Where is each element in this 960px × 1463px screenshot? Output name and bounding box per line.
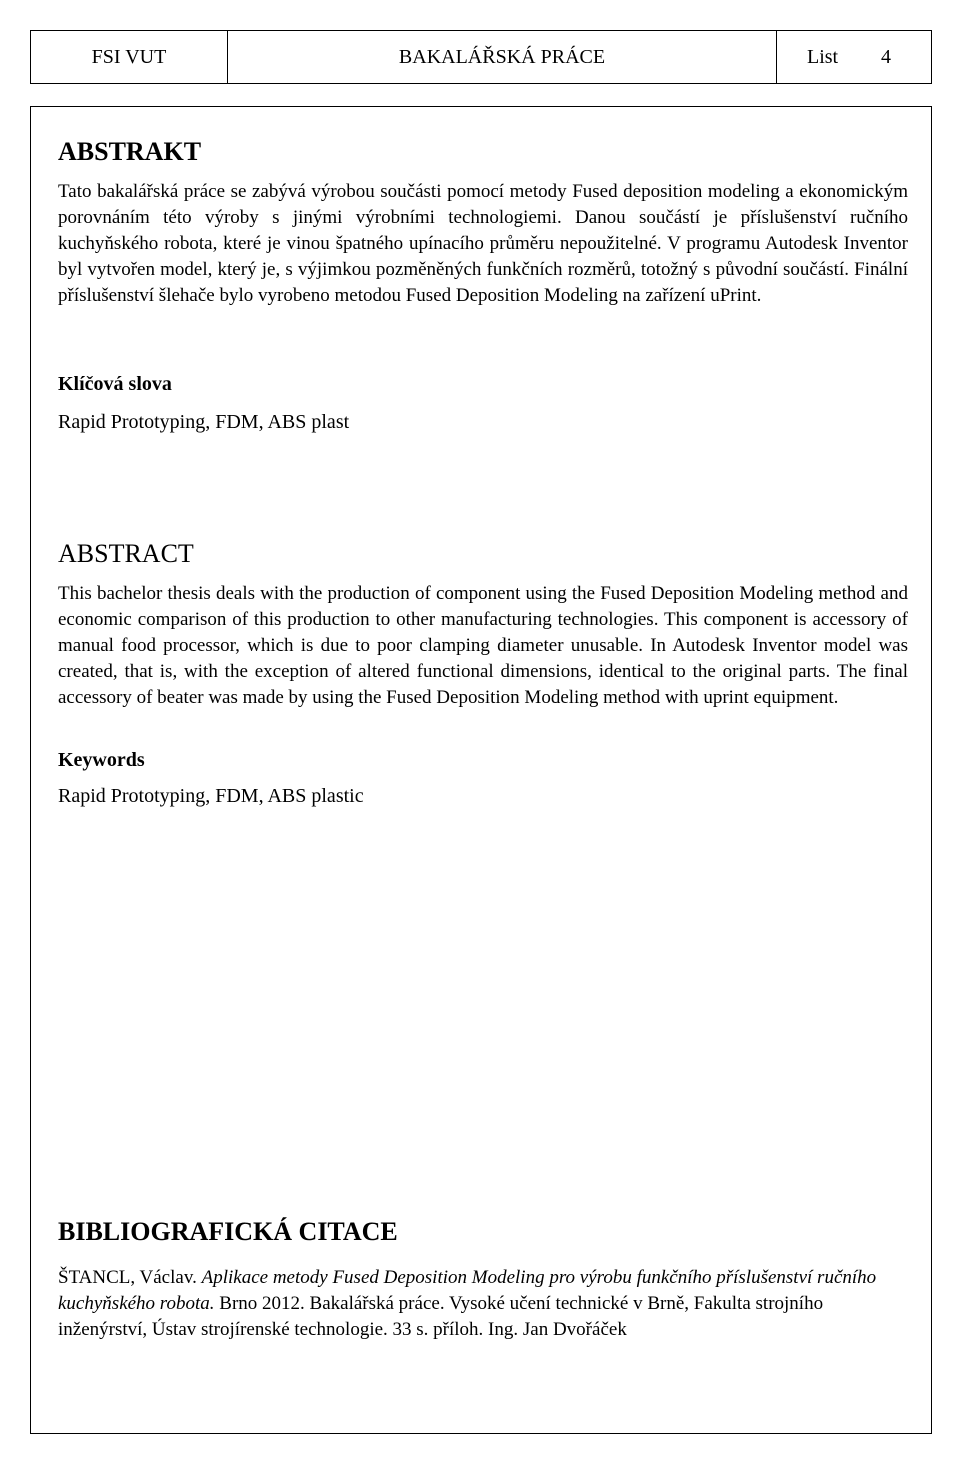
abstract-text: This bachelor thesis deals with the production of component using the Fused Deposition Modeling method and economic comparison of this production to other manufacturing technologies. This component is accessory of manual food processor, which is due to poor clamping diameter unusable. In Autodesk Inventor model was created, that is, with the exception of altered functional dimensions, identical to the original parts. The final accessory of beater was made by using the Fused Deposition Modeling method with uprint equipment. — [58, 583, 908, 708]
abstrakt-section — [58, 137, 908, 309]
klicova-slova-text: Rapid Prototyping, FDM, ABS plast — [58, 411, 350, 433]
keywords-section — [58, 747, 908, 809]
abstract-section — [58, 539, 908, 711]
header-page-number: 4 — [881, 45, 891, 68]
citation-section — [58, 1217, 908, 1343]
citation-title: BIBLIOGRAFICKÁ CITACE — [58, 1217, 398, 1246]
keywords-title: Keywords — [58, 749, 145, 771]
header-list-label: List — [807, 45, 839, 68]
page-header — [30, 30, 932, 84]
page-content — [30, 106, 932, 1434]
citation-details: Brno 2012. Bakalářská práce. Vysoké učení technické v Brně, Fakulta strojního inženýrství, Ústav strojírenské technologie. 33 s. příloh. Ing. Jan Dvořáček — [58, 1293, 824, 1340]
klicova-slova-section — [58, 371, 908, 435]
header-page-info — [777, 31, 931, 83]
abstrakt-title: ABSTRAKT — [58, 137, 202, 166]
keywords-text: Rapid Prototyping, FDM, ABS plastic — [58, 785, 364, 807]
abstrakt-text: Tato bakalářská práce se zabývá výrobou součásti pomocí metody Fused deposition modeling a ekonomickým porovnáním této výroby s jinými výrobními technologiemi. Danou součástí je příslušenství ručního kuchyňského robota, které je vinou špatného upínacího průměru nepoužitelné. V programu Autodesk Inventor byl vytvořen model, který je, s výjimkou pozměněných funkčních rozměrů, totožný s původní součástí. Finální příslušenství šlehače bylo vyrobeno metodou Fused Deposition Modeling na zařízení uPrint. — [58, 181, 908, 306]
citation-author: ŠTANCL, Václav. — [58, 1267, 197, 1288]
abstract-title: ABSTRACT — [58, 539, 194, 568]
citation-text — [58, 1265, 908, 1343]
header-doc-type: BAKALÁŘSKÁ PRÁCE — [228, 31, 777, 83]
citation-work-title: Aplikace metody Fused Deposition Modeling pro výrobu funkčního příslušenství ručního kuchyňského robota. — [58, 1267, 877, 1314]
klicova-slova-title: Klíčová slova — [58, 373, 172, 395]
header-institution: FSI VUT — [31, 31, 228, 83]
